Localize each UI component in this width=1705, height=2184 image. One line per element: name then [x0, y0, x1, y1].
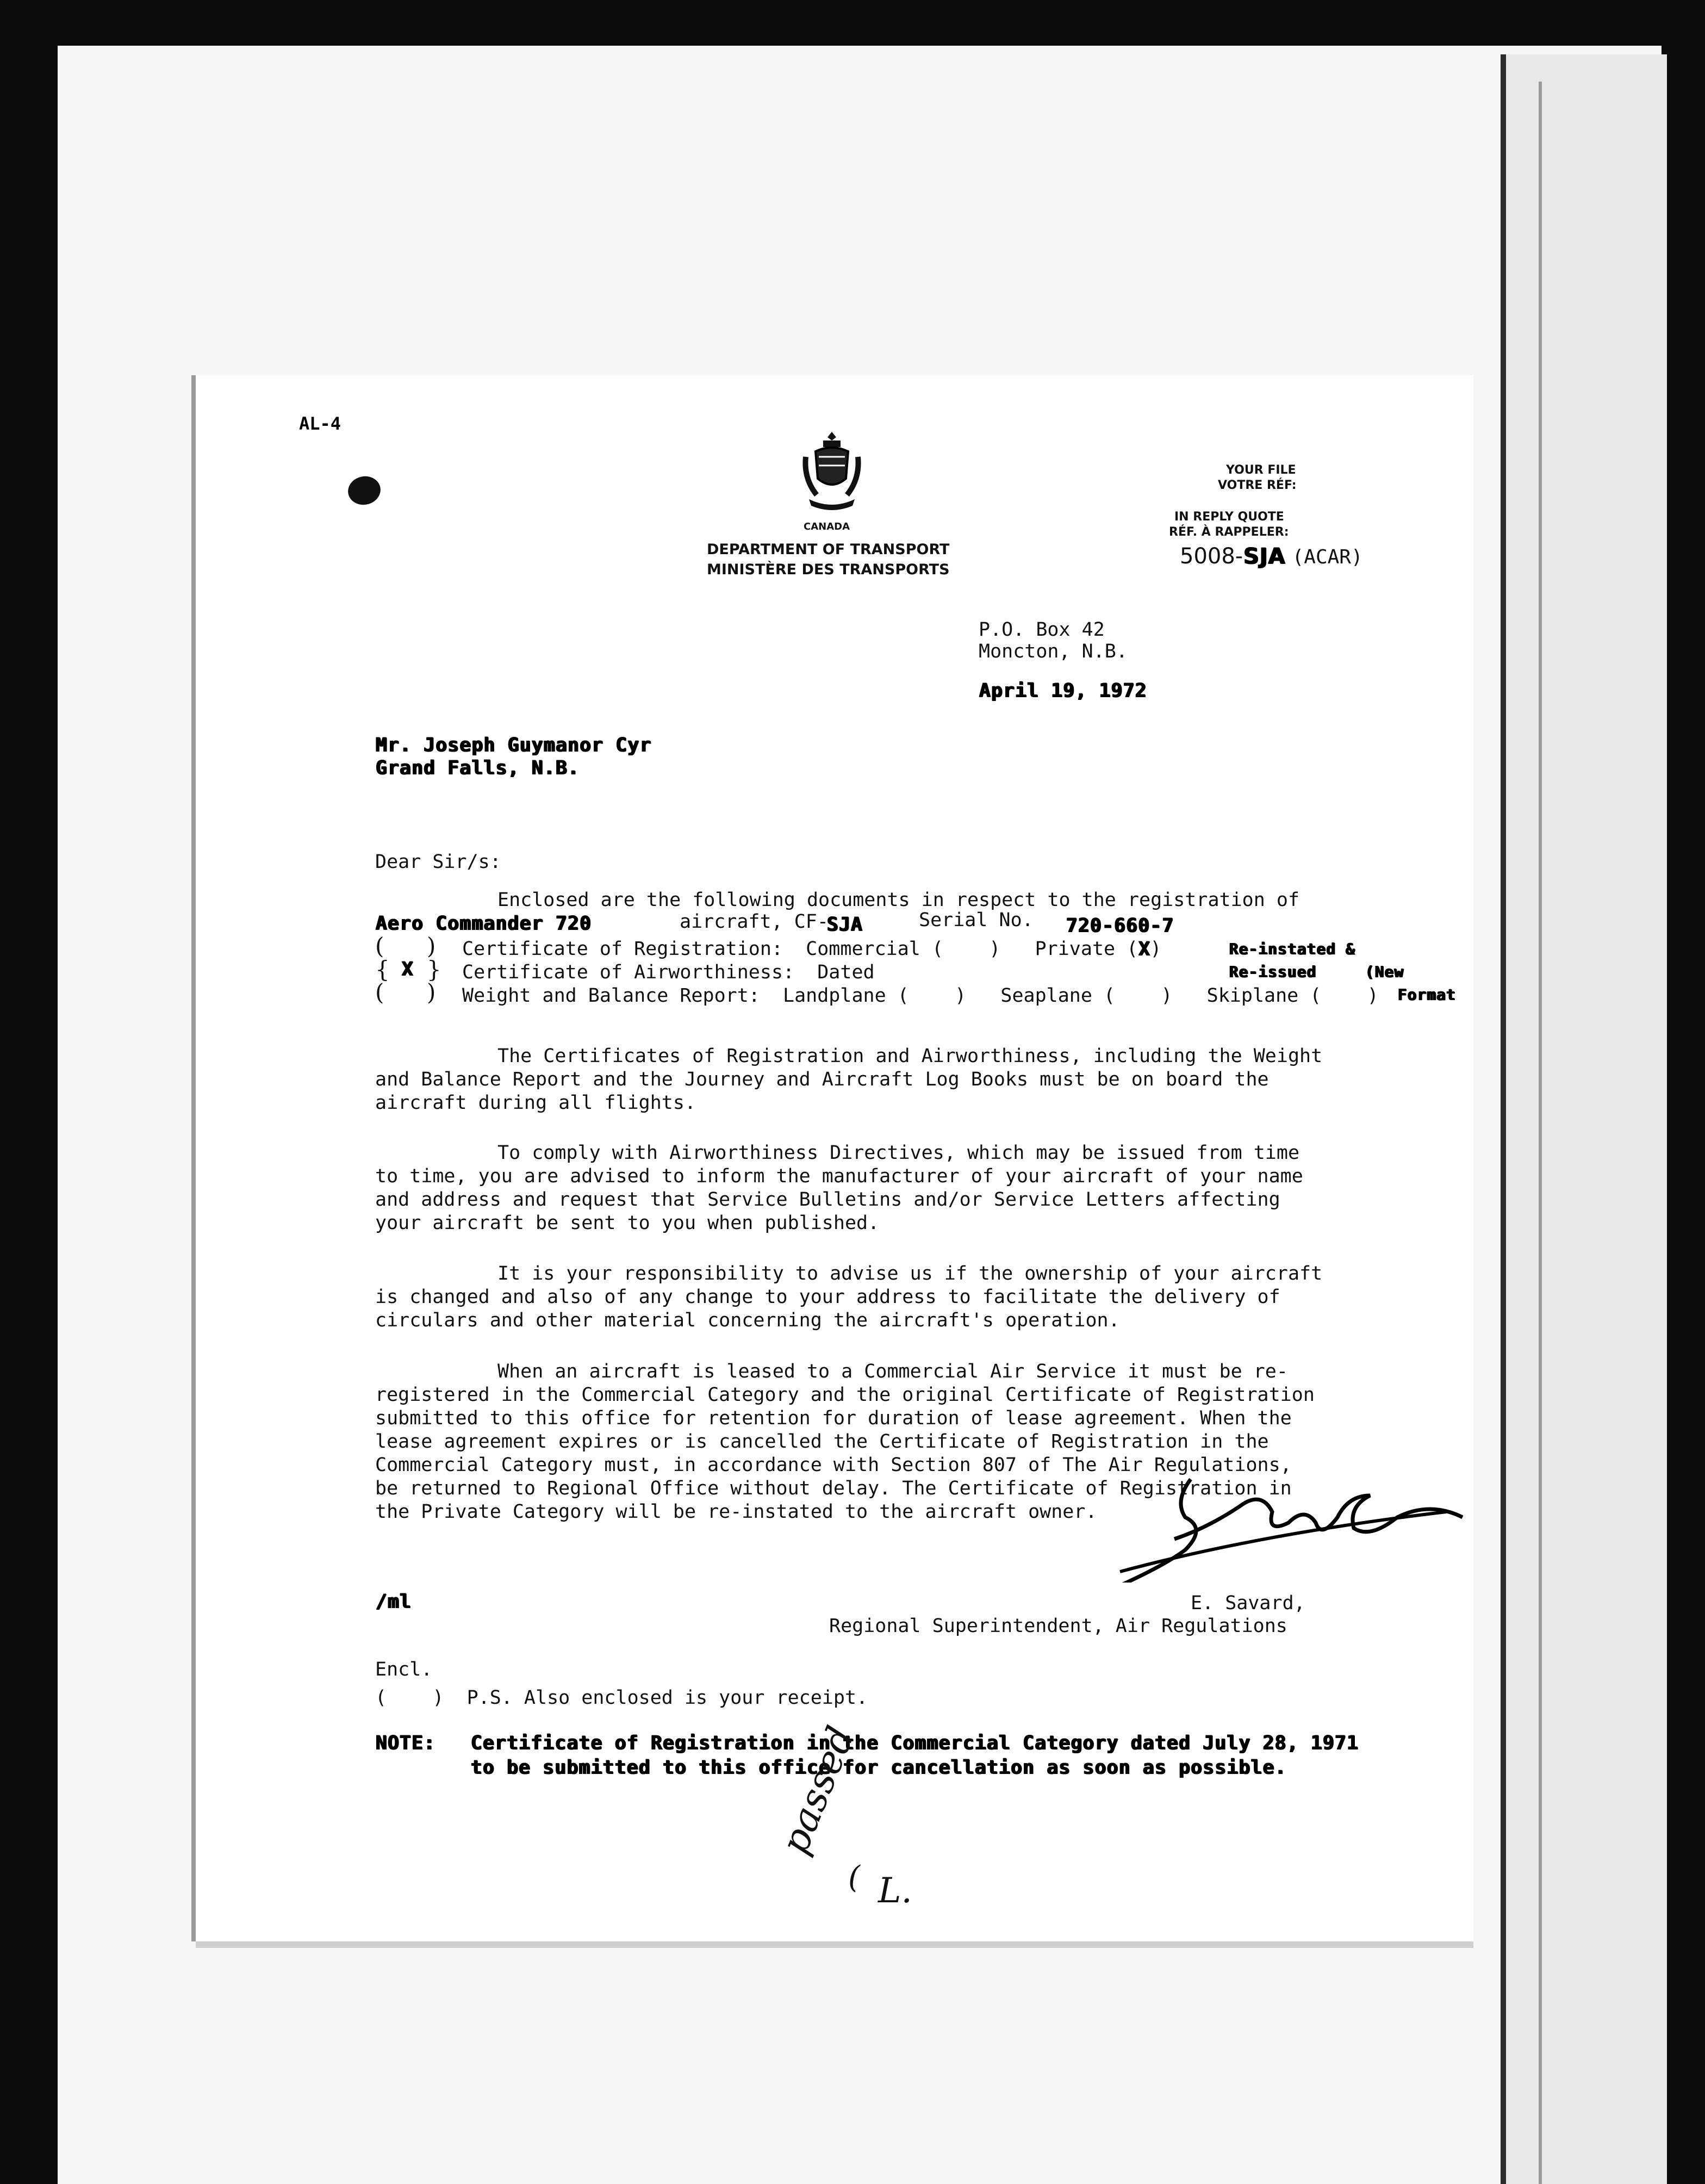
- note-line2: to be submitted to this office for cancellation as soon as possible.: [470, 1757, 1286, 1778]
- para3-line2: is changed and also of any change to your address to facilitate the delivery of: [375, 1286, 1280, 1308]
- para3-line3: circulars and other material concerning the aircraft's operation.: [375, 1310, 1120, 1331]
- recipient-city: Grand Falls, N.B.: [375, 757, 580, 779]
- reply-quote-label-fr: RÉF. À RAPPELER:: [1169, 525, 1289, 539]
- private-close: ): [1150, 938, 1162, 960]
- para1-line3: aircraft during all flights.: [375, 1092, 696, 1114]
- enclosure-label: Encl.: [375, 1659, 433, 1680]
- para4-line6: be returned to Regional Office without delay. The Certificate of Registration in: [375, 1478, 1292, 1499]
- para4-line5: Commercial Category must, in accordance with Section 807 of The Air Regulations,: [375, 1454, 1292, 1476]
- salutation: Dear Sir/s:: [375, 851, 501, 873]
- letter-date: April 19, 1972: [979, 680, 1147, 702]
- letter-sheet: [196, 375, 1473, 1941]
- note-reissued: Re-issued: [1229, 963, 1316, 981]
- note-format: Format: [1397, 985, 1456, 1003]
- para4-line1: When an aircraft is leased to a Commercial Air Service it must be re-: [497, 1361, 1288, 1382]
- checklist-left-brace: (: [375, 933, 384, 959]
- para4-line7: the Private Category will be re-instated to the aircraft owner.: [375, 1501, 1097, 1523]
- aircraft-registration: SJA: [826, 914, 863, 935]
- ps-receipt: ( ) P.S. Also enclosed is your receipt.: [375, 1687, 868, 1709]
- para2-line4: your aircraft be sent to you when published.: [375, 1212, 880, 1234]
- handwritten-word: passed: [772, 1720, 863, 1860]
- serial-label: Serial No.: [919, 909, 1034, 931]
- backing-folder-line: [1539, 82, 1542, 2184]
- checklist-left-brace-2: {: [375, 956, 390, 983]
- handwritten-signature: [1109, 1457, 1479, 1583]
- signatory-name: E. Savard,: [1191, 1592, 1305, 1614]
- canada-coat-of-arms-icon: [799, 430, 864, 511]
- reference-number-suffix: SJA: [1243, 544, 1285, 569]
- handwritten-annotation: [750, 1720, 979, 1952]
- your-file-label-fr: VOTRE RÉF:: [1218, 479, 1297, 492]
- aircraft-label: aircraft, CF-: [680, 911, 829, 933]
- checklist-left-brace-3: (: [375, 979, 384, 1006]
- reference-number: [1180, 544, 1363, 569]
- note-line1: Certificate of Registration in the Commercial Category dated July 28, 1971: [470, 1732, 1359, 1754]
- private-mark: X: [1138, 938, 1150, 960]
- para2-line3: and address and request that Service Bulletins and/or Service Letters affecting: [375, 1189, 1280, 1211]
- checklist-row-weight-balance: Weight and Balance Report: Landplane ( ) Seaplane ( ) Skiplane ( ): [462, 985, 1379, 1007]
- reference-number-prefix: 5008-: [1180, 544, 1243, 569]
- sender-address-line1: P.O. Box 42: [979, 619, 1105, 641]
- checklist-row-airworthiness: Certificate of Airworthiness: Dated: [462, 961, 875, 983]
- para4-line3: submitted to this office for retention for duration of lease agreement. When the: [375, 1407, 1292, 1429]
- letterhead-dept-fr: MINISTÈRE DES TRANSPORTS: [707, 561, 950, 578]
- para1-line1: The Certificates of Registration and Airworthiness, including the Weight: [497, 1045, 1323, 1067]
- checklist-right-brace: ): [427, 933, 436, 959]
- para4-line4: lease agreement expires or is cancelled the Certificate of Registration in the: [375, 1431, 1269, 1453]
- letterhead-dept-en: DEPARTMENT OF TRANSPORT: [707, 541, 950, 558]
- checklist-right-brace-2: }: [427, 956, 441, 983]
- reference-code: (ACAR): [1292, 546, 1363, 568]
- punch-hole: [345, 473, 383, 507]
- checklist-mark: X: [401, 958, 414, 980]
- note-label: NOTE:: [375, 1732, 435, 1754]
- checklist-row-registration: [462, 938, 1161, 960]
- para4-line2: registered in the Commercial Category and the original Certificate of Registration: [375, 1384, 1315, 1406]
- registration-row-label: Certificate of Registration: Commercial ( ) Private (: [462, 938, 1138, 960]
- form-code: AL-4: [299, 413, 341, 434]
- para2-line1: To comply with Airworthiness Directives, which may be issued from time: [497, 1142, 1300, 1164]
- note-new: (New: [1365, 963, 1404, 981]
- para1-line2: and Balance Report and the Journey and Aircraft Log Books must be on board the: [375, 1069, 1269, 1090]
- serial-number: 720-660-7: [1066, 915, 1174, 936]
- recipient-name: Mr. Joseph Guymanor Cyr: [375, 734, 651, 756]
- para3-line1: It is your responsibility to advise us if the ownership of your aircraft: [497, 1263, 1323, 1285]
- para2-line2: to time, you are advised to inform the manufacturer of your aircraft of your name: [375, 1165, 1303, 1187]
- handwritten-initial: L.: [878, 1871, 912, 1911]
- reply-quote-label-en: IN REPLY QUOTE: [1174, 510, 1284, 524]
- signatory-title: Regional Superintendent, Air Regulations: [829, 1615, 1287, 1637]
- handwritten-circle: (: [848, 1860, 860, 1895]
- sender-address-line2: Moncton, N.B.: [979, 641, 1128, 662]
- note-reinstated: Re-instated &: [1229, 940, 1355, 958]
- checklist-right-brace-3: ): [427, 979, 436, 1006]
- typist-initials: /ml: [375, 1591, 412, 1612]
- letterhead-country: CANADA: [804, 521, 850, 532]
- aircraft-type: Aero Commander 720: [375, 913, 592, 934]
- your-file-label-en: YOUR FILE: [1226, 463, 1296, 477]
- intro-line: Enclosed are the following documents in respect to the registration of: [497, 889, 1300, 911]
- backing-folder-edge: [1501, 54, 1667, 2184]
